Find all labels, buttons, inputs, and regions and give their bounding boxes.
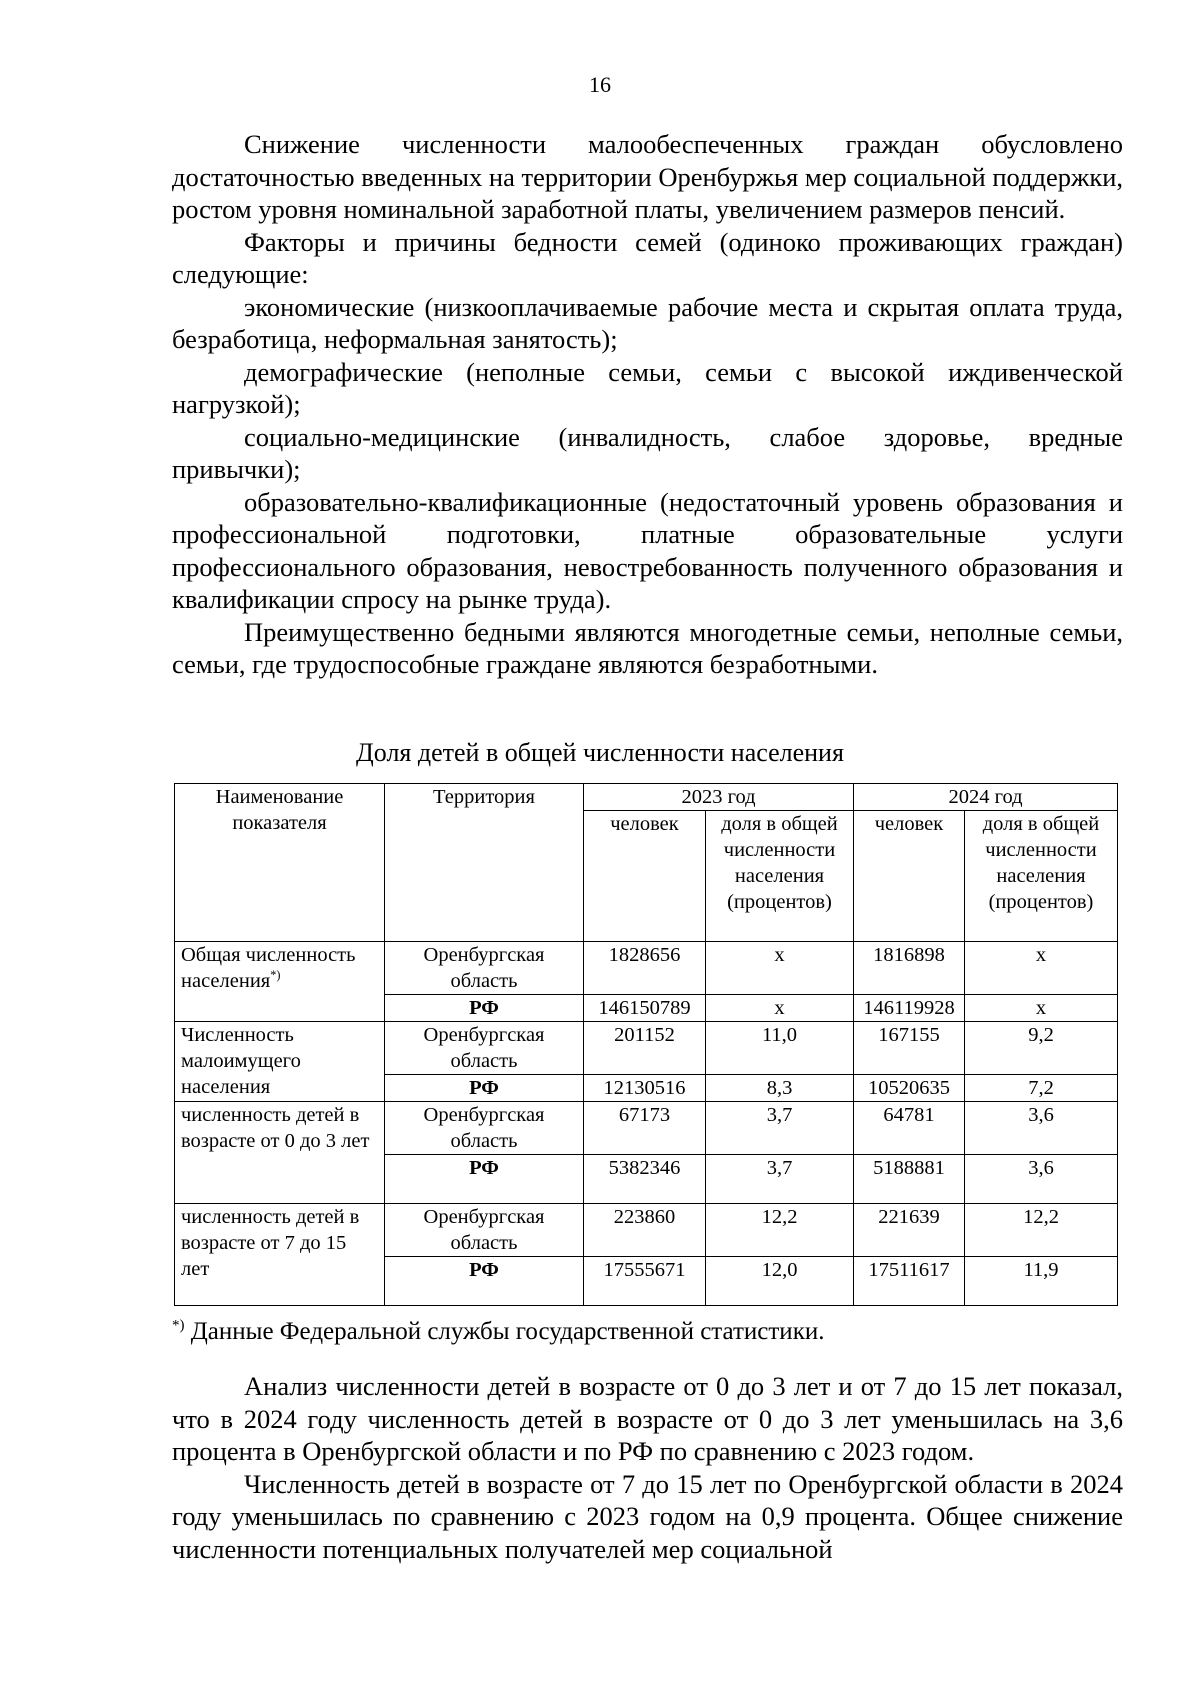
territory-cell: РФ bbox=[385, 995, 584, 1022]
page-number: 16 bbox=[589, 72, 611, 97]
share-2024-cell: 12,2 bbox=[965, 1204, 1118, 1257]
people-2024-cell: 64781 bbox=[854, 1102, 965, 1155]
paragraph: социально-медицинские (инвалидность, слабое здоровье, вредные привычки); bbox=[172, 421, 1123, 484]
people-2023-cell: 5382346 bbox=[584, 1155, 706, 1204]
table-row bbox=[175, 1022, 1118, 1075]
paragraph: Снижение численности малообеспеченных граждан обусловлено достаточностью введенных на территории Оренбуржья мер социальной поддержки, ростом уровня номинальной заработной платы, увеличением размеров пенсий. bbox=[172, 129, 1123, 224]
people-2024-cell: 221639 bbox=[854, 1204, 965, 1257]
header-share-2024: доля в общей численности населения (процентов) bbox=[965, 811, 1118, 942]
paragraph: Факторы и причины бедности семей (одиноко проживающих граждан) следующие: bbox=[172, 226, 1123, 289]
people-2023-cell: 146150789 bbox=[584, 995, 706, 1022]
table-row bbox=[175, 942, 1118, 995]
paragraph: демографические (неполные семьи, семьи с высокой иждивенческой нагрузкой); bbox=[172, 356, 1123, 419]
share-2024-cell: х bbox=[965, 942, 1118, 995]
share-2023-cell: х bbox=[706, 942, 854, 995]
indicator-cell bbox=[175, 942, 385, 1022]
people-2023-cell: 17555671 bbox=[584, 1257, 706, 1306]
header-people-2023: человек bbox=[584, 811, 706, 942]
table-title: Доля детей в общей численности населения bbox=[356, 738, 844, 767]
territory-cell: Оренбургская область bbox=[385, 1022, 584, 1075]
share-2023-cell: 12,2 bbox=[706, 1204, 854, 1257]
table-row bbox=[175, 1102, 1118, 1155]
footnote-mark: *) bbox=[172, 1317, 185, 1334]
share-2023-cell: 3,7 bbox=[706, 1155, 854, 1204]
share-2023-cell: 8,3 bbox=[706, 1075, 854, 1102]
people-2024-cell: 1816898 bbox=[854, 942, 965, 995]
indicator-cell: численность детей в возрасте от 7 до 15 лет bbox=[175, 1204, 385, 1306]
people-2024-cell: 17511617 bbox=[854, 1257, 965, 1306]
header-year-2024: 2024 год bbox=[854, 784, 1118, 811]
header-year-2023: 2023 год bbox=[584, 784, 854, 811]
people-2023-cell: 223860 bbox=[584, 1204, 706, 1257]
header-people-2024: человек bbox=[854, 811, 965, 942]
people-2024-cell: 10520635 bbox=[854, 1075, 965, 1102]
share-2023-cell: х bbox=[706, 995, 854, 1022]
people-2024-cell: 146119928 bbox=[854, 995, 965, 1022]
paragraph: Анализ численности детей в возрасте от 0 до 3 лет и от 7 до 15 лет показал, что в 2024 году численность детей в возрасте от 0 до 3 лет уменьшилась на 3,6 процента в Оренбургской области и по РФ по сравнению с 2023 годом. bbox=[172, 1371, 1123, 1466]
footnote-text: Данные Федеральной службы государственной статистики. bbox=[190, 1318, 825, 1345]
people-2023-cell: 1828656 bbox=[584, 942, 706, 995]
indicator-cell: Численность малоимущего населения bbox=[175, 1022, 385, 1102]
share-2024-cell: 3,6 bbox=[965, 1155, 1118, 1204]
text-block-top bbox=[172, 128, 1123, 681]
people-2023-cell: 12130516 bbox=[584, 1075, 706, 1102]
header-territory: Территория bbox=[385, 784, 584, 942]
territory-cell: Оренбургская область bbox=[385, 942, 584, 995]
people-2024-cell: 5188881 bbox=[854, 1155, 965, 1204]
territory-cell: РФ bbox=[385, 1257, 584, 1306]
footnote bbox=[172, 1318, 824, 1346]
indicator-text: Общая численность населения bbox=[181, 944, 356, 992]
header-row bbox=[175, 784, 1118, 811]
territory-cell: Оренбургская область bbox=[385, 1102, 584, 1155]
people-2023-cell: 201152 bbox=[584, 1022, 706, 1075]
share-2023-cell: 11,0 bbox=[706, 1022, 854, 1075]
territory-cell: Оренбургская область bbox=[385, 1204, 584, 1257]
indicator-cell: численность детей в возрасте от 0 до 3 лет bbox=[175, 1102, 385, 1204]
share-2024-cell: 3,6 bbox=[965, 1102, 1118, 1155]
share-2024-cell: 9,2 bbox=[965, 1022, 1118, 1075]
paragraph: Преимущественно бедными являются многодетные семьи, неполные семьи, семьи, где трудоспособные граждане являются безработными. bbox=[172, 616, 1123, 679]
paragraph: экономические (низкооплачиваемые рабочие места и скрытая оплата труда, безработица, неформальная занятость); bbox=[172, 291, 1123, 354]
people-2023-cell: 67173 bbox=[584, 1102, 706, 1155]
header-indicator: Наименование показателя bbox=[175, 784, 385, 942]
people-2024-cell: 167155 bbox=[854, 1022, 965, 1075]
share-2024-cell: х bbox=[965, 995, 1118, 1022]
territory-cell: РФ bbox=[385, 1075, 584, 1102]
paragraph: Численность детей в возрасте от 7 до 15 лет по Оренбургской области в 2024 году уменьшилась по сравнению с 2023 годом на 0,9 процента. Общее снижение численности потенциальных получателей мер социальной bbox=[172, 1468, 1123, 1564]
territory-cell: РФ bbox=[385, 1155, 584, 1204]
data-table bbox=[174, 783, 1118, 1306]
paragraph: образовательно-квалификационные (недостаточный уровень образования и профессиональной подготовки, платные образовательные услуги профессионального образования, невостребованность полученного образования и квалификации спросу на рынке труда). bbox=[172, 486, 1123, 614]
table-row bbox=[175, 1204, 1118, 1257]
share-2023-cell: 3,7 bbox=[706, 1102, 854, 1155]
footnote-marker: *) bbox=[270, 968, 281, 983]
share-2023-cell: 12,0 bbox=[706, 1257, 854, 1306]
share-2024-cell: 7,2 bbox=[965, 1075, 1118, 1102]
share-2024-cell: 11,9 bbox=[965, 1257, 1118, 1306]
header-share-2023: доля в общей численности населения (процентов) bbox=[706, 811, 854, 942]
text-block-bottom bbox=[172, 1370, 1123, 1565]
